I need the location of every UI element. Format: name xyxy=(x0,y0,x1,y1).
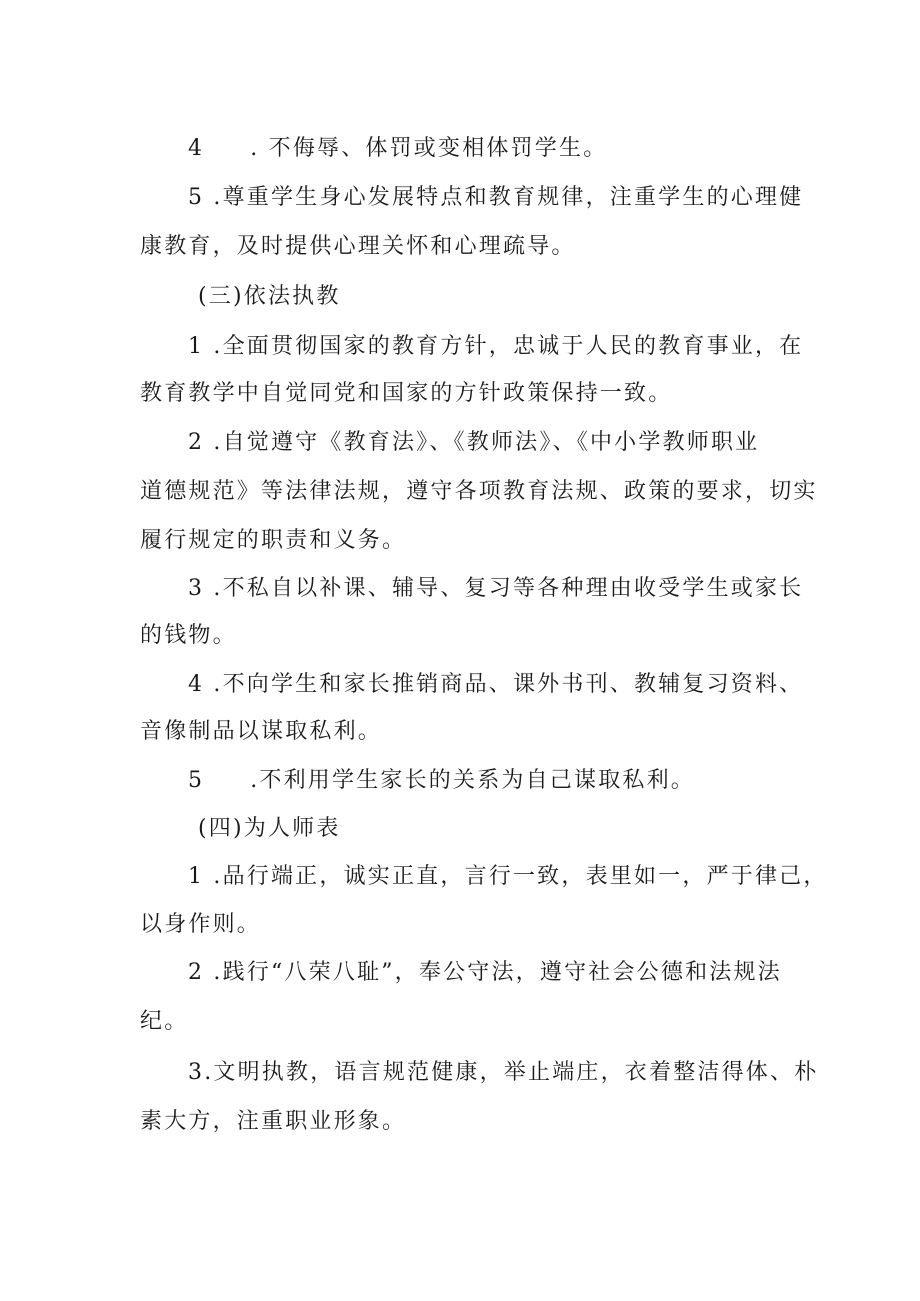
item-3b-line-2: 素大方，注重职业形象。 xyxy=(140,1109,407,1134)
item-3-line-2: 的钱物。 xyxy=(140,623,237,648)
item-2-line-3: 履行规定的职责和义务。 xyxy=(140,528,407,553)
item-3-line-1: 3 .不私自以补课、辅导、复习等各种理由收受学生或家长 xyxy=(188,576,804,601)
item-2b-line-1: 2 .践行“八荣八耻”，奉公守法，遵守社会公德和法规法 xyxy=(188,960,782,985)
item-3b-line-1: 3.文明执教，语言规范健康，举止端庄，衣着整洁得体、朴 xyxy=(188,1060,819,1085)
item-4b-line-2: 音像制品以谋取私利。 xyxy=(140,719,383,744)
item-text: . 不侮辱、体罚或变相体罚学生。 xyxy=(250,136,608,161)
item-number: 4 xyxy=(188,136,205,161)
item-2b-line-2: 纪。 xyxy=(140,1009,189,1034)
item-1b-line-2: 以身作则。 xyxy=(140,912,262,937)
item-number: 5 xyxy=(188,768,205,793)
item-2-line-1: 2 .自觉遵守《教育法》、《教师法》、《中小学教师职业 xyxy=(188,430,760,455)
item-5-line-1: 5 .尊重学生身心发展特点和教育规律，注重学生的心理健 xyxy=(188,185,804,210)
item-4-line xyxy=(0,133,920,165)
item-5-line-2: 康教育，及时提供心理关怀和心理疏导。 xyxy=(140,234,576,259)
section-heading-4: (四)为人师表 xyxy=(198,816,341,841)
item-5b-line xyxy=(0,765,920,797)
item-2-line-2: 道德规范》等法律法规，遵守各项教育法规、政策的要求，切实 xyxy=(140,479,818,504)
item-4b-line-1: 4 .不向学生和家长推销商品、课外书刊、教辅复习资料、 xyxy=(188,672,804,697)
section-heading-3: (三)依法执教 xyxy=(198,284,341,309)
item-text: .不利用学生家长的关系为自己谋取私利。 xyxy=(250,768,695,793)
item-1-line-1: 1 .全面贯彻国家的教育方针，忠诚于人民的教育事业，在 xyxy=(188,334,804,359)
item-1-line-2: 教育教学中自觉同党和国家的方针政策保持一致。 xyxy=(140,381,673,406)
item-1b-line-1: 1 .品行端正，诚实正直，言行一致，表里如一，严于律己， xyxy=(188,864,828,889)
